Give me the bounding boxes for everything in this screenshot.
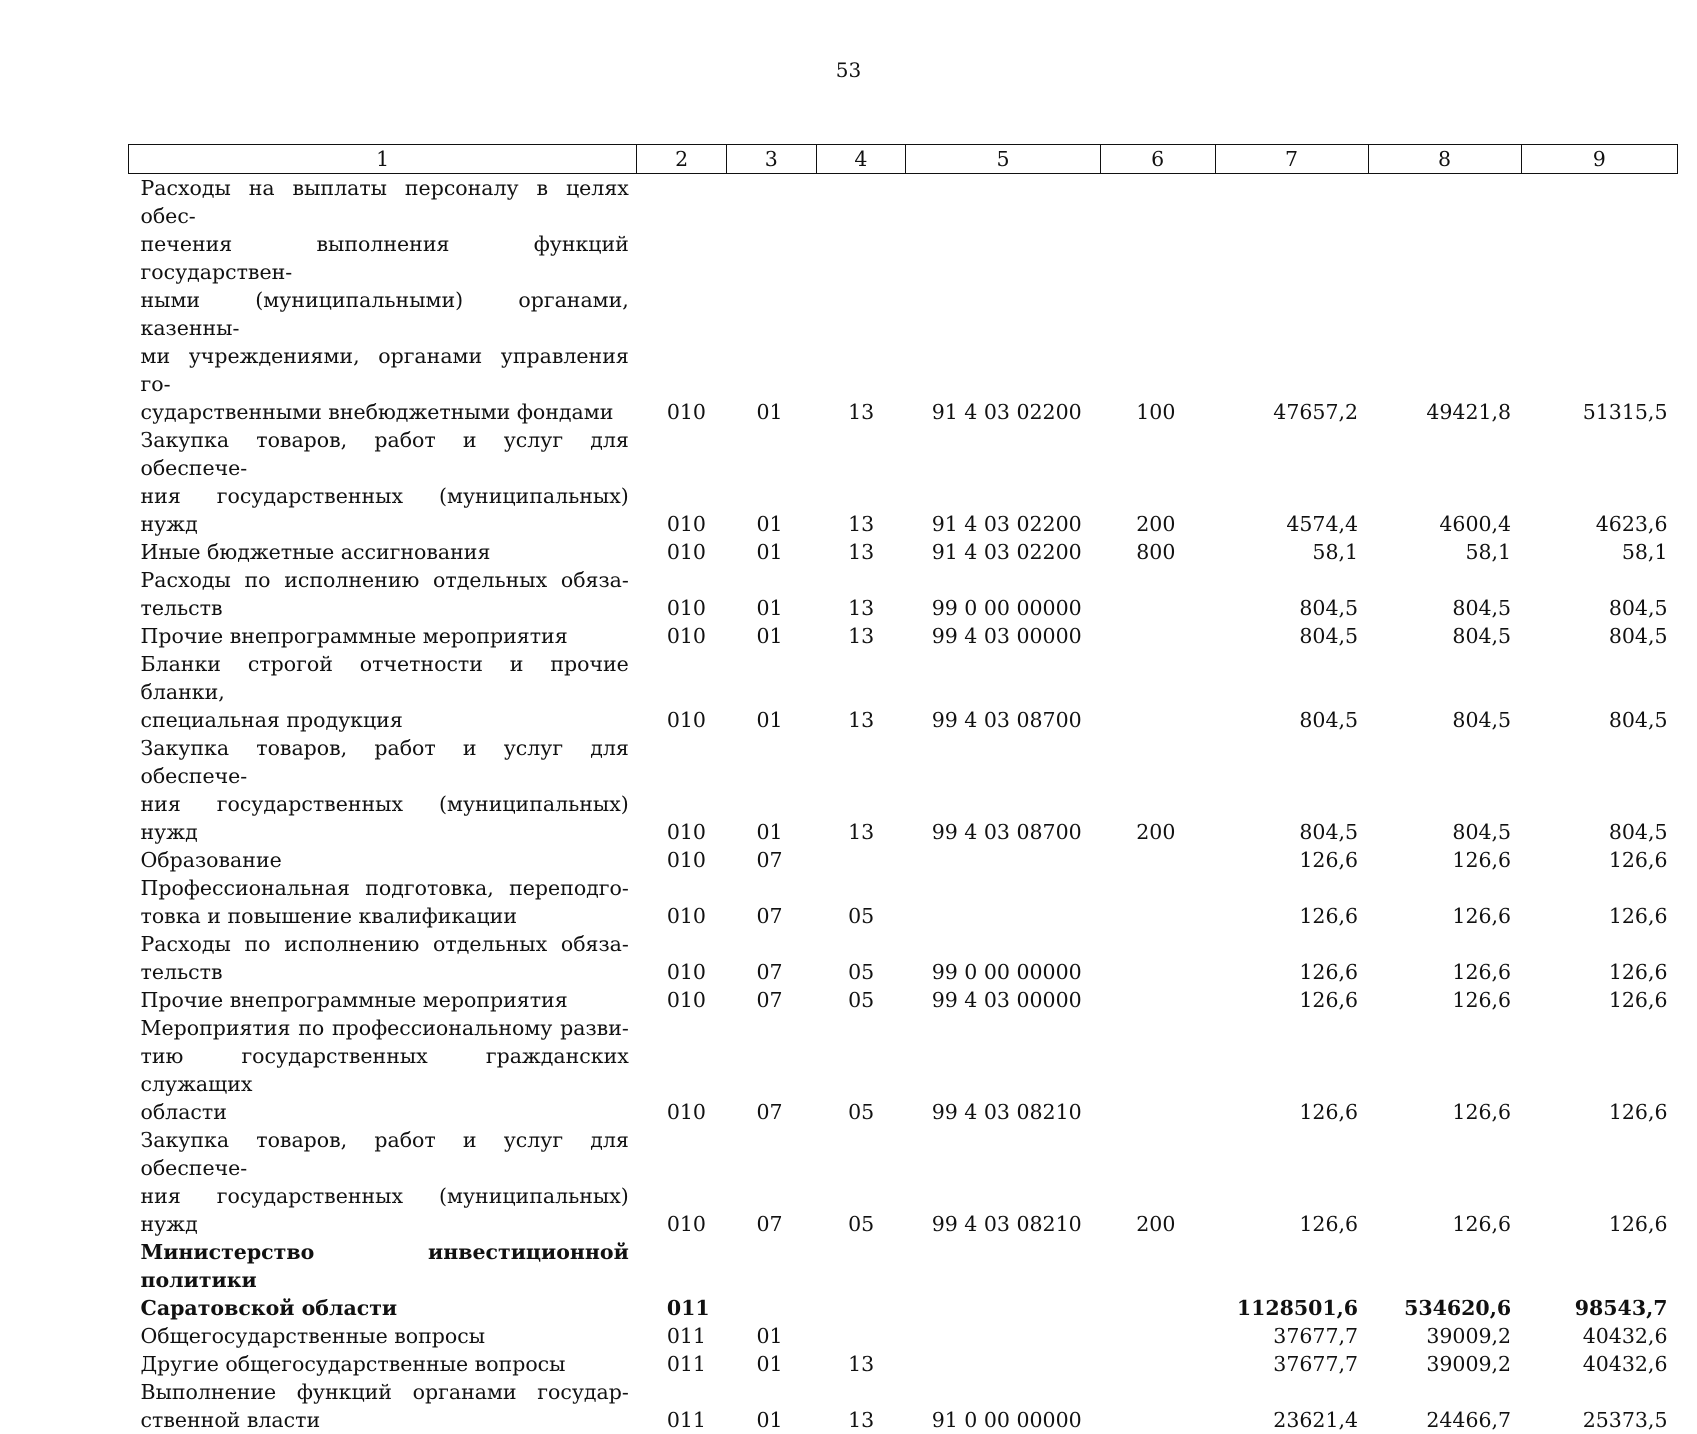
cell-c2: 010 — [637, 538, 727, 566]
cell-c2: 010 — [637, 846, 727, 874]
cell-c9: 126,6 — [1521, 846, 1677, 874]
table-row — [129, 1322, 1678, 1350]
cell-c2: 010 — [637, 566, 727, 622]
cell-c6 — [1100, 566, 1215, 622]
cell-c6: 200 — [1100, 734, 1215, 846]
column-header-1: 1 — [129, 145, 637, 174]
description-line: Иные бюджетные ассигнования — [141, 538, 629, 566]
row-description — [129, 426, 637, 538]
table-row — [129, 846, 1678, 874]
table-row — [129, 622, 1678, 650]
cell-c8: 804,5 — [1368, 650, 1521, 734]
cell-c7: 37677,7 — [1215, 1350, 1368, 1378]
cell-c7: 126,6 — [1215, 986, 1368, 1014]
cell-c3: 01 — [726, 734, 816, 846]
row-description — [129, 734, 637, 846]
row-description — [129, 1378, 637, 1434]
cell-c7: 804,5 — [1215, 650, 1368, 734]
description-line: Образование — [141, 846, 629, 874]
cell-c2: 010 — [637, 426, 727, 538]
cell-c7: 126,6 — [1215, 846, 1368, 874]
cell-c4: 05 — [816, 1014, 906, 1126]
cell-c2: 011 — [637, 1378, 727, 1434]
cell-c7: 126,6 — [1215, 1014, 1368, 1126]
cell-c7: 37677,7 — [1215, 1322, 1368, 1350]
cell-c9: 4623,6 — [1521, 426, 1677, 538]
row-description — [129, 986, 637, 1014]
cell-c6 — [1100, 846, 1215, 874]
cell-c9: 58,1 — [1521, 538, 1677, 566]
cell-c7: 126,6 — [1215, 930, 1368, 986]
cell-c3: 01 — [726, 1322, 816, 1350]
cell-c2: 010 — [637, 650, 727, 734]
table-row — [129, 426, 1678, 538]
description-line: Закупка товаров, работ и услуг для обеспече- — [141, 426, 629, 482]
cell-c6 — [1100, 1350, 1215, 1378]
description-line: тию государственных гражданских служащих — [141, 1042, 629, 1098]
description-line: Выполнение функций органами государ- — [141, 1378, 629, 1406]
cell-c3: 07 — [726, 846, 816, 874]
cell-c7: 126,6 — [1215, 1126, 1368, 1238]
cell-c2: 011 — [637, 1322, 727, 1350]
description-line: сударственными внебюджетными фондами — [141, 398, 629, 426]
column-header-9: 9 — [1521, 145, 1677, 174]
description-line: Закупка товаров, работ и услуг для обеспече- — [141, 1126, 629, 1182]
cell-c3: 07 — [726, 1126, 816, 1238]
description-line: области — [141, 1098, 629, 1126]
table-row — [129, 1126, 1678, 1238]
description-line: специальная продукция — [141, 706, 629, 734]
cell-c9: 126,6 — [1521, 986, 1677, 1014]
description-line: Общегосударственные вопросы — [141, 1322, 629, 1350]
column-header-6: 6 — [1100, 145, 1215, 174]
cell-c9: 98543,7 — [1521, 1238, 1677, 1322]
cell-c4: 13 — [816, 622, 906, 650]
description-line: ния государственных (муниципальных) нужд — [141, 482, 629, 538]
cell-c5: 91 4 03 02200 — [906, 426, 1101, 538]
description-line: Прочие внепрограммные мероприятия — [141, 622, 629, 650]
cell-c9: 804,5 — [1521, 650, 1677, 734]
description-line: товка и повышение квалификации — [141, 902, 629, 930]
cell-c2: 010 — [637, 734, 727, 846]
column-header-4: 4 — [816, 145, 906, 174]
cell-c6 — [1100, 986, 1215, 1014]
cell-c8: 39009,2 — [1368, 1350, 1521, 1378]
cell-c6 — [1100, 622, 1215, 650]
cell-c9: 40432,6 — [1521, 1322, 1677, 1350]
description-line: Бланки строгой отчетности и прочие бланки, — [141, 650, 629, 706]
cell-c6 — [1100, 1014, 1215, 1126]
row-description — [129, 874, 637, 930]
cell-c2: 010 — [637, 174, 727, 427]
description-line: Министерство инвестиционной политики — [141, 1238, 629, 1294]
column-header-3: 3 — [726, 145, 816, 174]
cell-c5: 99 4 03 00000 — [906, 986, 1101, 1014]
description-line: печения выполнения функций государствен- — [141, 230, 629, 286]
cell-c8: 39009,2 — [1368, 1322, 1521, 1350]
cell-c5 — [906, 846, 1101, 874]
cell-c9: 804,5 — [1521, 622, 1677, 650]
cell-c8: 804,5 — [1368, 566, 1521, 622]
table-row — [129, 1014, 1678, 1126]
cell-c9: 126,6 — [1521, 1014, 1677, 1126]
cell-c9: 804,5 — [1521, 734, 1677, 846]
cell-c9: 40432,6 — [1521, 1350, 1677, 1378]
description-line: Расходы на выплаты персоналу в целях обес- — [141, 174, 629, 230]
cell-c6 — [1100, 930, 1215, 986]
row-description — [129, 930, 637, 986]
description-line: ственной власти — [141, 1406, 629, 1434]
cell-c3: 01 — [726, 1350, 816, 1378]
cell-c4: 13 — [816, 650, 906, 734]
cell-c5: 91 0 00 00000 — [906, 1378, 1101, 1434]
description-line: Прочие внепрограммные мероприятия — [141, 986, 629, 1014]
description-line: Саратовской области — [141, 1294, 629, 1322]
table-row — [129, 734, 1678, 846]
cell-c5 — [906, 1350, 1101, 1378]
description-line: тельств — [141, 958, 629, 986]
cell-c4: 05 — [816, 930, 906, 986]
cell-c2: 010 — [637, 622, 727, 650]
row-description — [129, 174, 637, 427]
cell-c6: 100 — [1100, 174, 1215, 427]
cell-c2: 011 — [637, 1238, 727, 1322]
description-line: ния государственных (муниципальных) нужд — [141, 1182, 629, 1238]
cell-c5: 99 4 03 00000 — [906, 622, 1101, 650]
cell-c4: 13 — [816, 566, 906, 622]
cell-c8: 49421,8 — [1368, 174, 1521, 427]
row-description — [129, 650, 637, 734]
table-body — [129, 174, 1678, 1434]
description-line: тельств — [141, 594, 629, 622]
cell-c3: 07 — [726, 1014, 816, 1126]
cell-c2: 010 — [637, 1014, 727, 1126]
cell-c5: 99 4 03 08210 — [906, 1014, 1101, 1126]
row-description — [129, 1126, 637, 1238]
column-header-7: 7 — [1215, 145, 1368, 174]
cell-c8: 126,6 — [1368, 1126, 1521, 1238]
cell-c4 — [816, 1322, 906, 1350]
table-row — [129, 930, 1678, 986]
cell-c9: 126,6 — [1521, 930, 1677, 986]
cell-c6: 200 — [1100, 426, 1215, 538]
description-line: ми учреждениями, органами управления го- — [141, 342, 629, 398]
cell-c3: 01 — [726, 622, 816, 650]
cell-c5: 99 4 03 08700 — [906, 734, 1101, 846]
cell-c4 — [816, 1238, 906, 1322]
cell-c8: 126,6 — [1368, 874, 1521, 930]
cell-c8: 58,1 — [1368, 538, 1521, 566]
cell-c7: 804,5 — [1215, 734, 1368, 846]
description-line: Расходы по исполнению отдельных обяза- — [141, 930, 629, 958]
table-header-row — [129, 145, 1678, 174]
cell-c6 — [1100, 874, 1215, 930]
cell-c3: 07 — [726, 874, 816, 930]
cell-c3: 07 — [726, 930, 816, 986]
cell-c6 — [1100, 1238, 1215, 1322]
table-row — [129, 566, 1678, 622]
row-description — [129, 846, 637, 874]
cell-c8: 24466,7 — [1368, 1378, 1521, 1434]
cell-c9: 126,6 — [1521, 874, 1677, 930]
cell-c8: 4600,4 — [1368, 426, 1521, 538]
cell-c2: 010 — [637, 874, 727, 930]
table-row — [129, 650, 1678, 734]
column-header-2: 2 — [637, 145, 727, 174]
row-description — [129, 538, 637, 566]
cell-c8: 534620,6 — [1368, 1238, 1521, 1322]
cell-c4: 13 — [816, 426, 906, 538]
description-line: Мероприятия по профессиональному разви- — [141, 1014, 629, 1042]
cell-c2: 011 — [637, 1350, 727, 1378]
cell-c9: 51315,5 — [1521, 174, 1677, 427]
cell-c3: 01 — [726, 174, 816, 427]
cell-c9: 804,5 — [1521, 566, 1677, 622]
row-description — [129, 1014, 637, 1126]
cell-c3: 01 — [726, 650, 816, 734]
cell-c2: 010 — [637, 986, 727, 1014]
description-line: Расходы по исполнению отдельных обяза- — [141, 566, 629, 594]
column-header-5: 5 — [906, 145, 1101, 174]
cell-c4: 13 — [816, 538, 906, 566]
table-row — [129, 1378, 1678, 1434]
row-description — [129, 1322, 637, 1350]
table-row — [129, 1350, 1678, 1378]
cell-c5: 99 0 00 00000 — [906, 566, 1101, 622]
cell-c3: 01 — [726, 538, 816, 566]
table-row — [129, 1238, 1678, 1322]
cell-c5 — [906, 874, 1101, 930]
table-row — [129, 986, 1678, 1014]
cell-c5: 91 4 03 02200 — [906, 174, 1101, 427]
cell-c3: 01 — [726, 1378, 816, 1434]
description-line: ными (муниципальными) органами, казенны- — [141, 286, 629, 342]
cell-c5 — [906, 1322, 1101, 1350]
cell-c2: 010 — [637, 930, 727, 986]
cell-c4: 13 — [816, 174, 906, 427]
row-description — [129, 1350, 637, 1378]
table-row — [129, 874, 1678, 930]
cell-c8: 804,5 — [1368, 622, 1521, 650]
cell-c3: 07 — [726, 986, 816, 1014]
description-line: ния государственных (муниципальных) нужд — [141, 790, 629, 846]
budget-table — [128, 144, 1678, 1434]
cell-c4: 13 — [816, 1378, 906, 1434]
cell-c5 — [906, 1238, 1101, 1322]
cell-c7: 58,1 — [1215, 538, 1368, 566]
cell-c4: 05 — [816, 1126, 906, 1238]
cell-c4: 13 — [816, 1350, 906, 1378]
cell-c7: 126,6 — [1215, 874, 1368, 930]
cell-c6: 800 — [1100, 538, 1215, 566]
cell-c5: 91 4 03 02200 — [906, 538, 1101, 566]
cell-c4 — [816, 846, 906, 874]
cell-c8: 126,6 — [1368, 846, 1521, 874]
cell-c3 — [726, 1238, 816, 1322]
cell-c8: 126,6 — [1368, 986, 1521, 1014]
cell-c7: 4574,4 — [1215, 426, 1368, 538]
cell-c6 — [1100, 1378, 1215, 1434]
cell-c6 — [1100, 1322, 1215, 1350]
cell-c2: 010 — [637, 1126, 727, 1238]
table-row — [129, 174, 1678, 427]
cell-c8: 126,6 — [1368, 1014, 1521, 1126]
cell-c7: 23621,4 — [1215, 1378, 1368, 1434]
cell-c4: 05 — [816, 986, 906, 1014]
cell-c5: 99 4 03 08700 — [906, 650, 1101, 734]
cell-c4: 05 — [816, 874, 906, 930]
page-number: 53 — [0, 58, 1697, 82]
row-description — [129, 566, 637, 622]
cell-c9: 25373,5 — [1521, 1378, 1677, 1434]
cell-c7: 804,5 — [1215, 622, 1368, 650]
row-description — [129, 1238, 637, 1322]
cell-c4: 13 — [816, 734, 906, 846]
description-line: Другие общегосударственные вопросы — [141, 1350, 629, 1378]
cell-c8: 804,5 — [1368, 734, 1521, 846]
cell-c3: 01 — [726, 566, 816, 622]
cell-c5: 99 4 03 08210 — [906, 1126, 1101, 1238]
cell-c7: 1128501,6 — [1215, 1238, 1368, 1322]
cell-c3: 01 — [726, 426, 816, 538]
cell-c5: 99 0 00 00000 — [906, 930, 1101, 986]
column-header-8: 8 — [1368, 145, 1521, 174]
description-line: Закупка товаров, работ и услуг для обеспече- — [141, 734, 629, 790]
cell-c9: 126,6 — [1521, 1126, 1677, 1238]
cell-c6 — [1100, 650, 1215, 734]
cell-c7: 47657,2 — [1215, 174, 1368, 427]
cell-c6: 200 — [1100, 1126, 1215, 1238]
cell-c7: 804,5 — [1215, 566, 1368, 622]
table-row — [129, 538, 1678, 566]
cell-c8: 126,6 — [1368, 930, 1521, 986]
row-description — [129, 622, 637, 650]
description-line: Профессиональная подготовка, переподго- — [141, 874, 629, 902]
